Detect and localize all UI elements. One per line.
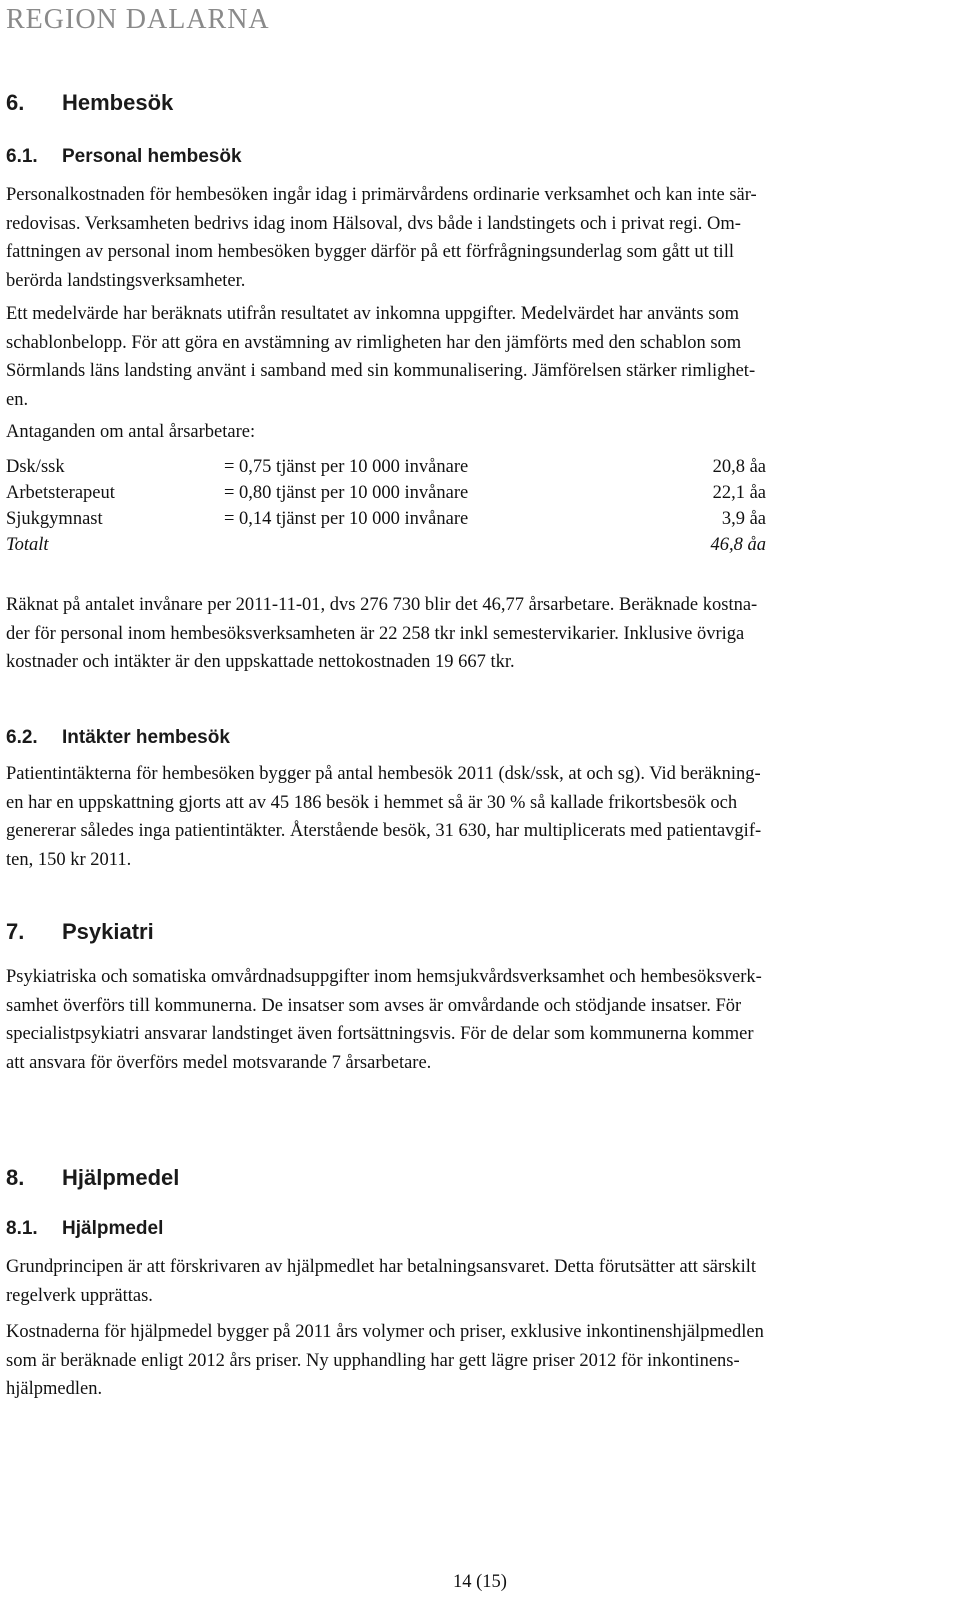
ratio-cell: = 0,14 tjänst per 10 000 invånare <box>224 509 469 529</box>
section-title: Personal hembesök <box>62 146 242 167</box>
paragraph-assumptions-label <box>6 418 936 447</box>
role-cell: Sjukgymnast <box>6 509 103 529</box>
section-heading-6 <box>6 90 173 116</box>
section-title: Hembesök <box>62 90 174 115</box>
section-title: Hjälpmedel <box>62 1165 180 1190</box>
paragraph-line: Personalkostnaden för hembesöken ingår idag i primärvårdens ordinarie verksamhet och kan inte sär- <box>6 185 757 205</box>
paragraph-personal-cost <box>6 181 936 295</box>
subsection-heading-8-1 <box>6 1218 163 1240</box>
table-total-row <box>6 532 766 558</box>
paragraph-line: en. <box>6 389 29 410</box>
paragraph-line: ten, 150 kr 2011. <box>6 849 132 870</box>
paragraph-line: fattningen av personal inom hembesöken bygger därför på ett förfrågningsunderlag som gått ut till <box>6 242 734 262</box>
ratio-cell: = 0,75 tjänst per 10 000 invånare <box>224 457 469 477</box>
section-title: Psykiatri <box>62 919 154 944</box>
paragraph-line: Sörmlands läns landsting använt i samband med sin kommunalisering. Jämförelsen stärker rimlighet- <box>6 361 756 381</box>
paragraph-line: schablonbelopp. För att göra en avstämning av rimligheten har den jämförts med den schablon som <box>6 332 742 353</box>
paragraph-patient-income <box>6 760 936 874</box>
paragraph-principle <box>6 1253 936 1310</box>
ratio-cell: = 0,80 tjänst per 10 000 invånare <box>224 483 469 503</box>
section-number: 8. <box>6 1165 25 1190</box>
paragraph-aid-costs <box>6 1318 936 1404</box>
paragraph-line: samhet överförs till kommunerna. De insatser som avses är omvårdande och stödjande insatser. För <box>6 995 742 1016</box>
paragraph-line: berörda landstingsverksamheter. <box>6 270 246 291</box>
paragraph-line: redovisas. Verksamheten bedrivs idag inom Hälsoval, dvs både i landstingets och i privat regi. Om- <box>6 213 741 234</box>
paragraph-line: att ansvara för överförs medel motsvarande 7 årsarbetare. <box>6 1052 432 1073</box>
section-title: Hjälpmedel <box>62 1218 164 1239</box>
paragraph-line: Ett medelvärde har beräknats utifrån resultatet av inkomna uppgifter. Medelvärdet har använts som <box>6 304 740 324</box>
paragraph-line: genererar således inga patientintäkter. Återstående besök, 31 630, har multiplicerats med patientavgif- <box>6 821 762 841</box>
letterhead-logo: REGION DALARNA <box>6 4 270 35</box>
table-row <box>6 506 766 532</box>
paragraph-calculation <box>6 591 936 677</box>
subsection-heading-6-1 <box>6 146 242 168</box>
paragraph-line: specialistpsykiatri ansvarar landstinget även fortsättningsvis. För de delar som kommunerna kommer <box>6 1024 754 1044</box>
table-row <box>6 480 766 506</box>
table-row <box>6 454 766 480</box>
staffing-table <box>6 454 766 558</box>
subsection-heading-6-2 <box>6 727 230 749</box>
page-number: 14 (15) <box>453 1572 507 1592</box>
section-number: 6.1. <box>6 146 38 167</box>
role-cell: Dsk/ssk <box>6 457 65 477</box>
fte-cell: 3,9 åa <box>721 509 766 529</box>
paragraph-line: Antaganden om antal årsarbetare: <box>6 422 256 442</box>
paragraph-line: hjälpmedlen. <box>6 1379 103 1399</box>
section-number: 6.2. <box>6 727 38 748</box>
section-title: Intäkter hembesök <box>62 727 230 748</box>
paragraph-line: som är beräknade enligt 2012 års priser. Ny upphandling har gett lägre priser 2012 för inkontinens- <box>6 1350 740 1371</box>
fte-cell: 20,8 åa <box>712 457 766 477</box>
total-label: Totalt <box>6 535 49 555</box>
fte-cell: 22,1 åa <box>712 483 766 503</box>
role-cell: Arbetsterapeut <box>6 483 115 503</box>
paragraph-psychiatry <box>6 963 936 1077</box>
paragraph-line: regelverk upprättas. <box>6 1285 153 1306</box>
paragraph-average-value <box>6 300 936 414</box>
section-heading-7 <box>6 919 154 945</box>
paragraph-line: der för personal inom hembesöksverksamheten är 22 258 tkr inkl semestervikarier. Inklusive övriga <box>6 623 745 644</box>
section-heading-8 <box>6 1165 179 1191</box>
paragraph-line: Räknat på antalet invånare per 2011-11-01, dvs 276 730 blir det 46,77 årsarbetare. Beräknade kostna- <box>6 595 758 615</box>
section-number: 7. <box>6 919 25 944</box>
paragraph-line: Patientintäkterna för hembesöken bygger på antal hembesök 2011 (dsk/ssk, at och sg). Vid beräkning- <box>6 764 761 784</box>
total-fte: 46,8 åa <box>710 535 766 555</box>
paragraph-line: Psykiatriska och somatiska omvårdnadsuppgifter inom hemsjukvårdsverksamhet och hembesöksverk- <box>6 967 762 987</box>
paragraph-line: en har en uppskattning gjorts att av 45 186 besök i hemmet så är 30 % så kallade frikortsbesök och <box>6 792 738 813</box>
section-number: 8.1. <box>6 1218 38 1239</box>
section-number: 6. <box>6 90 25 115</box>
paragraph-line: Grundprincipen är att förskrivaren av hjälpmedlet har betalningsansvaret. Detta förutsätter att särskilt <box>6 1257 757 1277</box>
paragraph-line: Kostnaderna för hjälpmedel bygger på 2011 års volymer och priser, exklusive inkontinenshjälpmedlen <box>6 1322 764 1342</box>
paragraph-line: kostnader och intäkter är den uppskattade nettokostnaden 19 667 tkr. <box>6 652 515 672</box>
